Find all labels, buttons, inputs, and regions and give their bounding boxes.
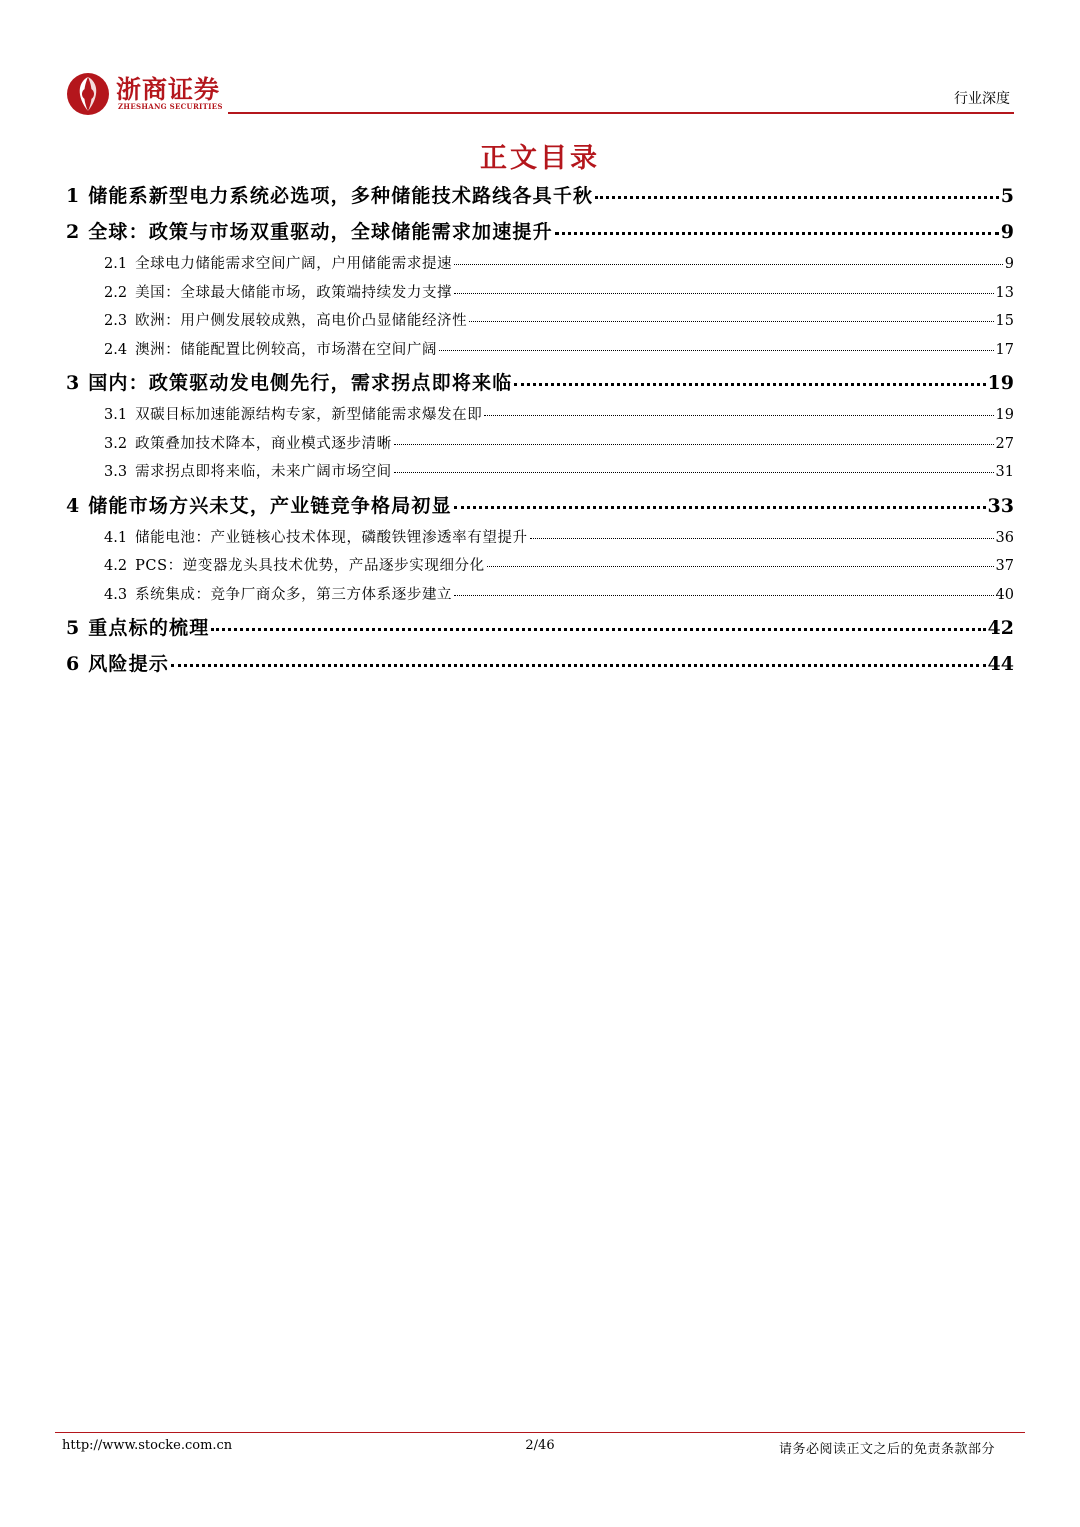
logo-text-cn: 浙商证券 (116, 75, 221, 104)
toc-entry-section[interactable] (66, 279, 1014, 308)
toc-entry-section[interactable] (66, 458, 1014, 487)
toc-dot-leader (439, 350, 993, 351)
toc-entry-page: 37 (995, 558, 1014, 574)
toc-entry-page: 42 (987, 617, 1014, 639)
toc-entry-section[interactable] (66, 524, 1014, 553)
toc-entry-number: 4.3 (104, 586, 128, 603)
toc-entry-page: 27 (995, 435, 1014, 452)
logo-text-en: ZHESHANG SECURITIES (118, 102, 223, 111)
toc-entry-title: 系统集成：竞争厂商众多，第三方体系逐步建立 (135, 586, 453, 603)
toc-dot-leader (454, 506, 986, 509)
toc-entry-number: 1 (66, 185, 80, 207)
toc-entry-section[interactable] (66, 552, 1014, 581)
toc-dot-leader (211, 628, 985, 631)
toc-entry-section[interactable] (66, 250, 1014, 279)
toc-entry-number: 2 (66, 221, 80, 243)
toc-entry-title: 双碳目标加速能源结构专家，新型储能需求爆发在即 (135, 407, 483, 423)
toc-entry-title: 国内：政策驱动发电侧先行，需求拐点即将来临 (88, 372, 513, 394)
toc-dot-leader (555, 232, 999, 235)
toc-entry-title: 全球：政策与市场双重驱动，全球储能需求加速提升 (88, 221, 553, 243)
toc-entry-section[interactable] (66, 401, 1014, 430)
toc-entry-page: 40 (995, 586, 1014, 603)
toc-entry-title: 需求拐点即将来临，未来广阔市场空间 (135, 464, 392, 480)
toc-entry-page: 19 (995, 407, 1014, 423)
footer-disclaimer: 请务必阅读正文之后的免责条款部分 (778, 1442, 995, 1457)
footer-divider (55, 1432, 1025, 1433)
toc-entry-number: 2.2 (104, 284, 128, 301)
toc-dot-leader (484, 415, 993, 416)
footer-url[interactable]: http://www.stocke.com.cn (62, 1438, 233, 1453)
toc-entry-page: 15 (995, 313, 1014, 329)
page-number: 2/46 (525, 1438, 555, 1453)
toc-entry-number: 3 (66, 372, 80, 394)
company-logo (66, 70, 236, 118)
toc-entry-title: 重点标的梳理 (88, 617, 210, 639)
toc-entry-number: 4 (66, 494, 80, 517)
toc-entry-number: 3.2 (104, 435, 128, 452)
toc-entry-title: 储能市场方兴未艾，产业链竞争格局初显 (88, 494, 452, 517)
toc-entry-page: 44 (987, 653, 1014, 675)
toc-entry-chapter[interactable] (66, 610, 1014, 646)
toc-entry-page: 5 (1000, 185, 1014, 207)
toc-entry-title: 储能系新型电力系统必选项，多种储能技术路线各具千秋 (88, 185, 594, 207)
toc-entry-chapter[interactable] (66, 214, 1014, 250)
toc-entry-page: 17 (995, 341, 1014, 358)
toc-entry-page: 9 (1000, 221, 1014, 243)
toc-entry-title: 澳洲：储能配置比例较高，市场潜在空间广阔 (135, 341, 438, 358)
toc-entry-number: 3.1 (104, 407, 128, 423)
toc-entry-section[interactable] (66, 581, 1014, 610)
toc-entry-chapter[interactable] (66, 646, 1014, 682)
toc-entry-title: 储能电池：产业链核心技术体现，磷酸铁锂渗透率有望提升 (135, 529, 528, 546)
toc-entry-title: 风险提示 (88, 653, 170, 675)
toc-entry-section[interactable] (66, 307, 1014, 336)
toc-dot-leader (454, 264, 1003, 265)
toc-entry-number: 3.3 (104, 464, 128, 480)
toc-entry-number: 4.2 (104, 558, 128, 574)
toc-dot-leader (514, 383, 985, 386)
toc-dot-leader (454, 293, 993, 294)
toc-entry-chapter[interactable] (66, 365, 1014, 401)
toc-entry-section[interactable] (66, 430, 1014, 459)
toc-entry-page: 13 (995, 284, 1014, 301)
toc-entry-page: 19 (987, 372, 1014, 394)
toc-entry-section[interactable] (66, 336, 1014, 365)
toc-entry-title: 美国：全球最大储能市场，政策端持续发力支撑 (135, 284, 453, 301)
toc-dot-leader (171, 664, 986, 667)
toc-entry-chapter[interactable] (66, 488, 1014, 524)
toc-entry-number: 2.1 (104, 256, 128, 272)
toc-entry-page: 31 (995, 464, 1014, 480)
toc-dot-leader (454, 595, 993, 596)
toc-entry-title: 欧洲：用户侧发展较成熟，高电价凸显储能经济性 (135, 313, 468, 329)
toc-dot-leader (394, 444, 994, 445)
toc-title: 正文目录 (480, 143, 600, 174)
toc-entry-number: 2.4 (104, 341, 128, 358)
toc-entry-page: 9 (1004, 256, 1014, 272)
header-divider (228, 112, 1014, 114)
logo-emblem-icon (66, 72, 110, 116)
toc-dot-leader (394, 472, 994, 473)
toc-entry-title: 全球电力储能需求空间广阔，户用储能需求提速 (135, 256, 453, 272)
toc-entry-title: 政策叠加技术降本，商业模式逐步清晰 (135, 435, 392, 452)
toc-entry-title: PCS：逆变器龙头具技术优势，产品逐步实现细分化 (135, 558, 485, 574)
toc-entry-chapter[interactable] (66, 178, 1014, 214)
toc-entry-page: 33 (987, 494, 1014, 517)
table-of-contents (66, 178, 1014, 682)
toc-dot-leader (469, 321, 993, 322)
toc-entry-number: 5 (66, 617, 80, 639)
toc-entry-number: 4.1 (104, 529, 128, 546)
toc-dot-leader (530, 538, 994, 539)
toc-entry-page: 36 (995, 529, 1014, 546)
toc-entry-number: 6 (66, 653, 80, 675)
toc-entry-number: 2.3 (104, 313, 128, 329)
toc-dot-leader (595, 196, 999, 199)
toc-dot-leader (487, 566, 994, 567)
report-category: 行业深度 (954, 91, 1010, 107)
